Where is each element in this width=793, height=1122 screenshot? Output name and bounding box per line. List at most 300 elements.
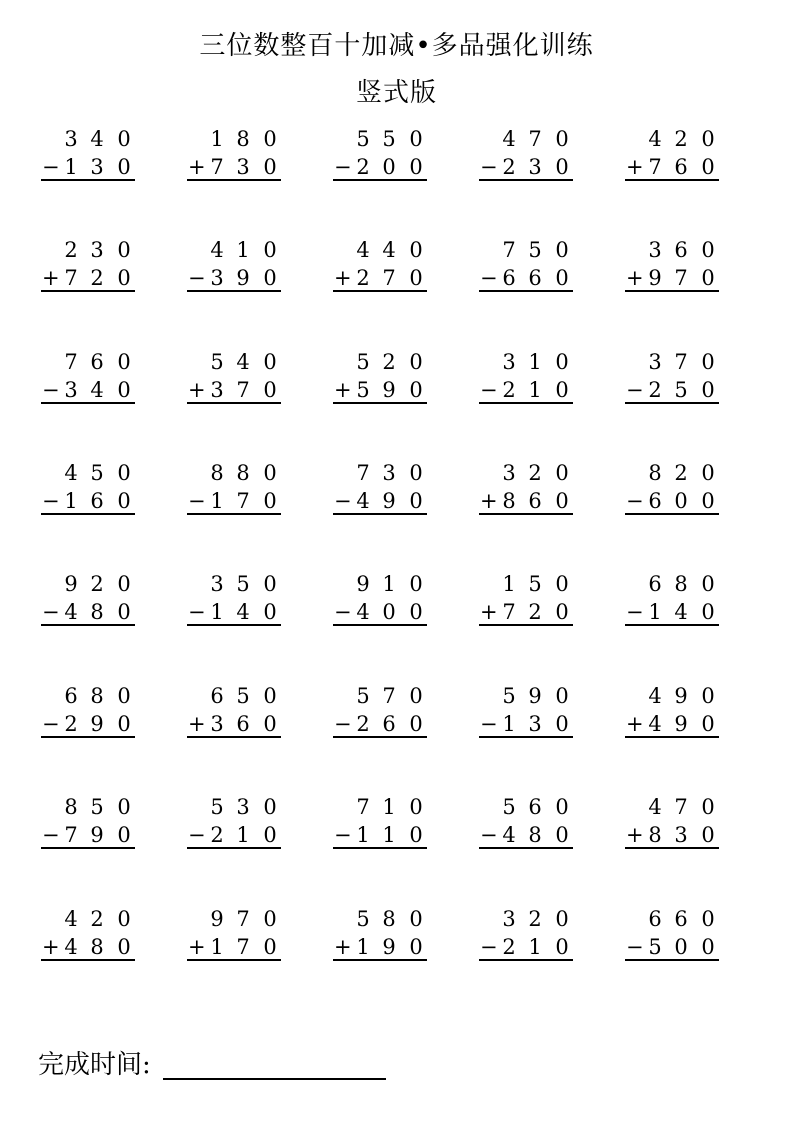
bottom-digit: 0: [117, 155, 131, 179]
bottom-number: [41, 380, 135, 400]
bottom-digit: 1: [236, 823, 250, 847]
operator-sign: +: [334, 266, 352, 290]
bottom-digit: 0: [701, 600, 715, 624]
top-digit: 5: [528, 572, 542, 596]
top-digit: 4: [210, 238, 224, 262]
operator-sign: −: [626, 600, 644, 624]
operator-sign: +: [626, 155, 644, 179]
top-digit: 8: [64, 795, 78, 819]
top-digit: 0: [555, 684, 569, 708]
bottom-digit: 0: [117, 266, 131, 290]
problem-r5-c3: [333, 574, 433, 630]
top-number: [333, 909, 427, 929]
bottom-digit: 0: [701, 935, 715, 959]
answer-rule: [187, 513, 281, 515]
bottom-digit: 1: [64, 489, 78, 513]
problem-r3-c5: [625, 352, 725, 408]
bottom-digit: 0: [555, 935, 569, 959]
bottom-digit: 3: [90, 155, 104, 179]
bottom-number: [479, 937, 573, 957]
bottom-digit: 3: [236, 155, 250, 179]
bottom-digit: 7: [502, 600, 516, 624]
top-digit: 8: [674, 572, 688, 596]
top-digit: 0: [409, 795, 423, 819]
problem-r6-c1: [41, 686, 141, 742]
problem-r7-c4: [479, 797, 579, 853]
operator-sign: +: [188, 712, 206, 736]
top-number: [187, 797, 281, 817]
top-digit: 5: [502, 795, 516, 819]
bottom-digit: 0: [409, 823, 423, 847]
bottom-digit: 0: [409, 378, 423, 402]
answer-rule: [625, 513, 719, 515]
top-number: [625, 129, 719, 149]
problem-r4-c5: [625, 463, 725, 519]
bottom-number: [41, 714, 135, 734]
answer-rule: [625, 847, 719, 849]
bottom-number: [41, 825, 135, 845]
top-digit: 7: [356, 795, 370, 819]
bottom-digit: 9: [236, 266, 250, 290]
top-digit: 4: [64, 907, 78, 931]
problem-r6-c2: [187, 686, 287, 742]
answer-rule: [41, 402, 135, 404]
answer-rule: [333, 959, 427, 961]
bottom-digit: 0: [701, 378, 715, 402]
bottom-digit: 0: [409, 935, 423, 959]
top-digit: 3: [502, 907, 516, 931]
bottom-number: [187, 937, 281, 957]
top-number: [333, 463, 427, 483]
operator-sign: +: [626, 266, 644, 290]
top-digit: 0: [701, 127, 715, 151]
bottom-digit: 0: [409, 600, 423, 624]
bottom-digit: 1: [528, 935, 542, 959]
top-digit: 1: [210, 127, 224, 151]
operator-sign: −: [334, 600, 352, 624]
bottom-digit: 0: [674, 935, 688, 959]
top-digit: 0: [701, 572, 715, 596]
top-digit: 3: [64, 127, 78, 151]
bottom-number: [41, 491, 135, 511]
top-digit: 9: [210, 907, 224, 931]
answer-rule: [333, 402, 427, 404]
top-digit: 0: [117, 684, 131, 708]
top-digit: 7: [382, 684, 396, 708]
top-digit: 5: [528, 238, 542, 262]
bottom-digit: 0: [555, 489, 569, 513]
bottom-number: [41, 157, 135, 177]
top-digit: 3: [90, 238, 104, 262]
bottom-digit: 0: [263, 155, 277, 179]
bottom-number: [625, 268, 719, 288]
operator-sign: +: [42, 935, 60, 959]
operator-sign: −: [188, 489, 206, 513]
bottom-digit: 7: [64, 266, 78, 290]
top-digit: 0: [409, 684, 423, 708]
top-digit: 0: [701, 238, 715, 262]
bottom-digit: 6: [90, 489, 104, 513]
bottom-digit: 4: [502, 823, 516, 847]
bottom-digit: 0: [555, 823, 569, 847]
bottom-digit: 0: [409, 489, 423, 513]
top-number: [187, 463, 281, 483]
bottom-digit: 0: [409, 266, 423, 290]
bottom-digit: 1: [64, 155, 78, 179]
bottom-digit: 0: [409, 155, 423, 179]
problem-r8-c4: [479, 909, 579, 965]
top-digit: 4: [382, 238, 396, 262]
top-digit: 2: [528, 907, 542, 931]
bottom-digit: 7: [236, 489, 250, 513]
top-digit: 0: [263, 127, 277, 151]
top-digit: 0: [409, 572, 423, 596]
top-digit: 4: [64, 461, 78, 485]
answer-rule: [479, 847, 573, 849]
bottom-digit: 7: [382, 266, 396, 290]
top-digit: 9: [356, 572, 370, 596]
operator-sign: +: [480, 600, 498, 624]
bottom-number: [479, 602, 573, 622]
bottom-digit: 4: [90, 378, 104, 402]
problem-r1-c3: [333, 129, 433, 185]
bottom-number: [479, 268, 573, 288]
bottom-digit: 1: [382, 823, 396, 847]
answer-rule: [479, 402, 573, 404]
operator-sign: +: [334, 378, 352, 402]
operator-sign: −: [334, 155, 352, 179]
bottom-digit: 7: [674, 266, 688, 290]
bottom-digit: 2: [502, 378, 516, 402]
bottom-digit: 1: [356, 935, 370, 959]
bottom-digit: 1: [648, 600, 662, 624]
top-number: [479, 797, 573, 817]
top-digit: 0: [117, 127, 131, 151]
operator-sign: +: [626, 823, 644, 847]
problem-r6-c3: [333, 686, 433, 742]
operator-sign: +: [188, 155, 206, 179]
top-digit: 7: [502, 238, 516, 262]
top-number: [187, 574, 281, 594]
top-digit: 2: [64, 238, 78, 262]
top-digit: 0: [555, 795, 569, 819]
bottom-digit: 1: [210, 489, 224, 513]
operator-sign: +: [188, 935, 206, 959]
top-digit: 1: [528, 350, 542, 374]
bottom-digit: 1: [502, 712, 516, 736]
bottom-digit: 0: [263, 823, 277, 847]
answer-rule: [187, 290, 281, 292]
top-digit: 3: [502, 461, 516, 485]
bottom-digit: 7: [64, 823, 78, 847]
top-digit: 2: [90, 572, 104, 596]
top-digit: 0: [117, 907, 131, 931]
top-digit: 6: [64, 684, 78, 708]
top-digit: 4: [502, 127, 516, 151]
bottom-digit: 5: [648, 935, 662, 959]
bottom-digit: 4: [64, 600, 78, 624]
bottom-digit: 6: [382, 712, 396, 736]
bottom-digit: 0: [555, 378, 569, 402]
bottom-digit: 5: [356, 378, 370, 402]
answer-rule: [333, 736, 427, 738]
answer-rule: [625, 736, 719, 738]
bottom-number: [625, 491, 719, 511]
top-digit: 6: [648, 572, 662, 596]
top-digit: 4: [356, 238, 370, 262]
top-number: [187, 352, 281, 372]
top-number: [479, 909, 573, 929]
top-digit: 2: [90, 907, 104, 931]
top-digit: 0: [117, 238, 131, 262]
top-number: [41, 797, 135, 817]
answer-rule: [187, 402, 281, 404]
bottom-digit: 8: [90, 600, 104, 624]
bottom-digit: 2: [64, 712, 78, 736]
top-digit: 7: [674, 350, 688, 374]
top-digit: 6: [674, 238, 688, 262]
top-number: [41, 574, 135, 594]
top-digit: 5: [90, 461, 104, 485]
top-number: [625, 352, 719, 372]
problem-r5-c5: [625, 574, 725, 630]
bottom-number: [479, 380, 573, 400]
bottom-digit: 0: [555, 266, 569, 290]
answer-rule: [479, 179, 573, 181]
bottom-digit: 9: [382, 935, 396, 959]
top-digit: 4: [648, 795, 662, 819]
bottom-digit: 0: [263, 600, 277, 624]
bottom-digit: 4: [648, 712, 662, 736]
bottom-digit: 4: [674, 600, 688, 624]
bottom-digit: 4: [356, 600, 370, 624]
bottom-digit: 3: [528, 155, 542, 179]
top-digit: 7: [236, 907, 250, 931]
problem-r1-c2: [187, 129, 287, 185]
top-digit: 4: [90, 127, 104, 151]
bottom-digit: 0: [263, 489, 277, 513]
top-digit: 6: [210, 684, 224, 708]
top-digit: 8: [236, 127, 250, 151]
top-digit: 3: [210, 572, 224, 596]
problem-r3-c2: [187, 352, 287, 408]
top-digit: 6: [648, 907, 662, 931]
top-digit: 0: [555, 238, 569, 262]
bottom-digit: 3: [210, 712, 224, 736]
top-number: [479, 240, 573, 260]
bottom-digit: 2: [90, 266, 104, 290]
bottom-digit: 0: [263, 266, 277, 290]
problem-r5-c1: [41, 574, 141, 630]
bottom-number: [625, 380, 719, 400]
operator-sign: +: [42, 266, 60, 290]
bottom-digit: 0: [701, 823, 715, 847]
operator-sign: −: [188, 266, 206, 290]
bottom-number: [479, 491, 573, 511]
bottom-digit: 9: [90, 823, 104, 847]
top-digit: 0: [263, 907, 277, 931]
answer-rule: [625, 624, 719, 626]
bottom-digit: 3: [528, 712, 542, 736]
bottom-digit: 0: [117, 935, 131, 959]
answer-rule: [333, 847, 427, 849]
top-digit: 7: [356, 461, 370, 485]
bottom-number: [479, 825, 573, 845]
bottom-digit: 0: [382, 600, 396, 624]
top-digit: 9: [674, 684, 688, 708]
problem-r6-c4: [479, 686, 579, 742]
answer-rule: [187, 736, 281, 738]
bottom-number: [187, 825, 281, 845]
top-digit: 0: [263, 795, 277, 819]
bottom-digit: 1: [528, 378, 542, 402]
top-digit: 0: [701, 684, 715, 708]
problem-r8-c3: [333, 909, 433, 965]
answer-rule: [187, 179, 281, 181]
bottom-digit: 3: [210, 266, 224, 290]
top-digit: 0: [409, 238, 423, 262]
bottom-digit: 1: [356, 823, 370, 847]
operator-sign: +: [334, 935, 352, 959]
problem-r2-c4: [479, 240, 579, 296]
answer-rule: [479, 736, 573, 738]
bottom-digit: 2: [356, 712, 370, 736]
bottom-digit: 9: [382, 378, 396, 402]
top-number: [41, 686, 135, 706]
top-digit: 0: [117, 350, 131, 374]
top-digit: 3: [382, 461, 396, 485]
bottom-digit: 0: [701, 489, 715, 513]
bottom-digit: 8: [648, 823, 662, 847]
answer-rule: [625, 959, 719, 961]
top-number: [41, 240, 135, 260]
bottom-digit: 8: [90, 935, 104, 959]
operator-sign: −: [480, 266, 498, 290]
top-digit: 5: [382, 127, 396, 151]
top-digit: 5: [90, 795, 104, 819]
top-number: [187, 129, 281, 149]
problem-r3-c3: [333, 352, 433, 408]
bottom-digit: 6: [528, 489, 542, 513]
bottom-digit: 8: [502, 489, 516, 513]
bottom-digit: 4: [356, 489, 370, 513]
operator-sign: −: [188, 600, 206, 624]
top-digit: 0: [409, 907, 423, 931]
top-digit: 0: [263, 461, 277, 485]
answer-rule: [41, 959, 135, 961]
bottom-digit: 2: [210, 823, 224, 847]
operator-sign: −: [334, 712, 352, 736]
bottom-digit: 3: [210, 378, 224, 402]
top-digit: 7: [674, 795, 688, 819]
operator-sign: −: [480, 712, 498, 736]
top-digit: 0: [117, 795, 131, 819]
top-digit: 0: [555, 127, 569, 151]
problem-r7-c2: [187, 797, 287, 853]
top-number: [187, 240, 281, 260]
top-digit: 2: [674, 461, 688, 485]
top-digit: 3: [648, 350, 662, 374]
top-digit: 5: [356, 350, 370, 374]
operator-sign: −: [480, 935, 498, 959]
top-number: [333, 129, 427, 149]
answer-rule: [41, 847, 135, 849]
top-digit: 0: [263, 572, 277, 596]
top-digit: 5: [210, 350, 224, 374]
problem-r4-c3: [333, 463, 433, 519]
bottom-digit: 0: [701, 266, 715, 290]
bottom-digit: 4: [64, 935, 78, 959]
bottom-number: [187, 491, 281, 511]
answer-rule: [41, 290, 135, 292]
top-number: [187, 909, 281, 929]
answer-rule: [41, 736, 135, 738]
bottom-number: [333, 937, 427, 957]
problem-r5-c2: [187, 574, 287, 630]
operator-sign: −: [626, 489, 644, 513]
bottom-number: [333, 268, 427, 288]
top-digit: 0: [117, 572, 131, 596]
top-digit: 2: [528, 461, 542, 485]
problem-r3-c4: [479, 352, 579, 408]
bottom-digit: 2: [528, 600, 542, 624]
bottom-digit: 7: [648, 155, 662, 179]
bottom-digit: 0: [674, 489, 688, 513]
bottom-digit: 0: [117, 823, 131, 847]
answer-rule: [41, 624, 135, 626]
bottom-digit: 7: [236, 378, 250, 402]
bottom-digit: 0: [263, 935, 277, 959]
operator-sign: −: [42, 489, 60, 513]
bottom-number: [625, 937, 719, 957]
bottom-digit: 3: [64, 378, 78, 402]
operator-sign: −: [42, 823, 60, 847]
operator-sign: −: [188, 823, 206, 847]
top-number: [333, 797, 427, 817]
top-digit: 3: [648, 238, 662, 262]
bottom-number: [333, 491, 427, 511]
top-digit: 0: [701, 907, 715, 931]
answer-rule: [479, 290, 573, 292]
bottom-digit: 6: [236, 712, 250, 736]
bottom-digit: 0: [701, 155, 715, 179]
top-digit: 5: [236, 684, 250, 708]
bottom-number: [333, 157, 427, 177]
top-digit: 0: [555, 350, 569, 374]
bottom-number: [187, 714, 281, 734]
problem-r8-c1: [41, 909, 141, 965]
answer-rule: [625, 179, 719, 181]
top-number: [479, 574, 573, 594]
bottom-digit: 2: [356, 155, 370, 179]
bottom-digit: 6: [674, 155, 688, 179]
operator-sign: +: [480, 489, 498, 513]
top-number: [625, 240, 719, 260]
bottom-digit: 0: [701, 712, 715, 736]
bottom-digit: 8: [528, 823, 542, 847]
operator-sign: +: [188, 378, 206, 402]
top-digit: 8: [210, 461, 224, 485]
bottom-number: [187, 602, 281, 622]
problem-r4-c2: [187, 463, 287, 519]
top-digit: 0: [701, 350, 715, 374]
bottom-digit: 0: [117, 489, 131, 513]
bottom-digit: 0: [382, 155, 396, 179]
answer-rule: [187, 959, 281, 961]
answer-rule: [333, 179, 427, 181]
bottom-digit: 6: [648, 489, 662, 513]
top-digit: 7: [64, 350, 78, 374]
